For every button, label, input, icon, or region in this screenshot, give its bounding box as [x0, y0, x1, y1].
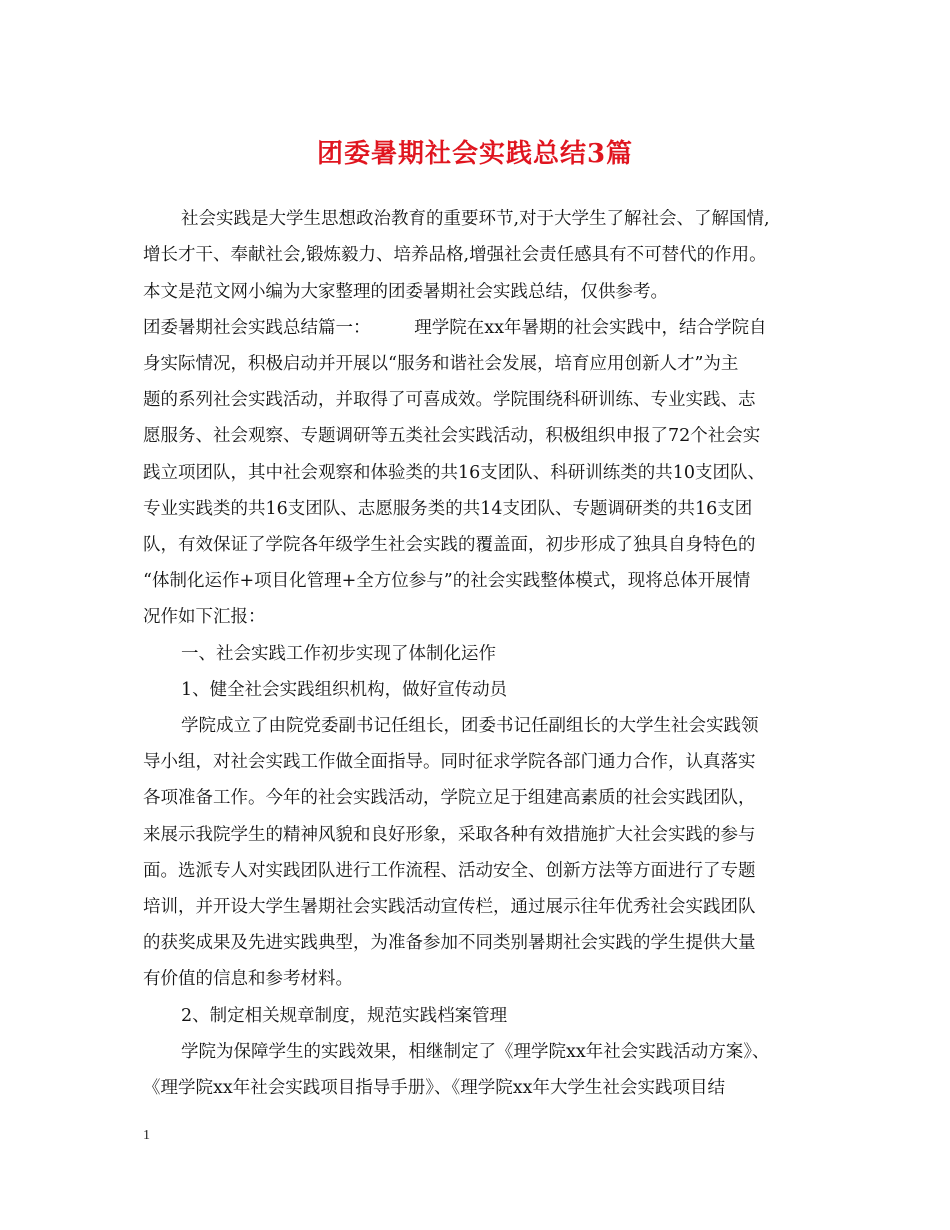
page-number: 1 [143, 1128, 150, 1143]
paragraph-line: 《理学院xx年社会实践项目指导手册》、《理学院xx年大学生社会实践项目结 [143, 1078, 725, 1098]
subheading-line: 1、健全社会实践组织机构，做好宣传动员 [181, 680, 508, 700]
paragraph-line: 社会实践是大学生思想政治教育的重要环节,对于大学生了解社会、了解国情, [181, 209, 770, 229]
paragraph-line: 身实际情况，积极启动并开展以“服务和谐社会发展，培育应用创新人才”为主 [143, 354, 739, 374]
paragraph-line: 各项准备工作。今年的社会实践活动，学院立足于组建高素质的社会实践团队， [143, 788, 756, 808]
paragraph-line: 本文是范文网小编为大家整理的团委暑期社会实践总结，仅供参考。 [143, 282, 668, 302]
paragraph-line: 的获奖成果及先进实践典型，为准备参加不同类别暑期社会实践的学生提供大量 [143, 933, 756, 953]
paragraph-line: 队，有效保证了学院各年级学生社会实践的覆盖面，初步形成了独具自身特色的 [143, 535, 756, 555]
paragraph-line: 学院成立了由院党委副书记任组长，团委书记任副组长的大学生社会实践领 [181, 716, 759, 736]
paragraph-line: 愿服务、社会观察、专题调研等五类社会实践活动，积极组织申报了72个社会实 [143, 426, 761, 446]
paragraph-line: 面。选派专人对实践团队进行工作流程、活动安全、创新方法等方面进行了专题 [143, 861, 756, 881]
document-title: 团委暑期社会实践总结3篇 [316, 139, 634, 169]
paragraph-line: 来展示我院学生的精神风貌和良好形象，采取各种有效措施扩大社会实践的参与 [143, 825, 756, 845]
paragraph-line: 增长才干、奉献社会,锻炼毅力、培养品格,增强社会责任感具有不可替代的作用。 [143, 245, 767, 265]
paragraph-line: 导小组，对社会实践工作做全面指导。同时征求学院各部门通力合作，认真落实 [143, 752, 756, 772]
paragraph-line: 学院为保障学生的实践效果，相继制定了《理学院xx年社会实践活动方案》、 [181, 1042, 770, 1062]
paragraph-line: 践立项团队，其中社会观察和体验类的共16支团队、科研训练类的共10支团队、 [143, 463, 766, 483]
subheading-line: 一、社会实践工作初步实现了体制化运作 [181, 644, 496, 664]
paragraph-line: 专业实践类的共16支团队、志愿服务类的共14支团队、专题调研类的共16支团 [143, 499, 753, 519]
paragraph-line: 题的系列社会实践活动，并取得了可喜成效。学院围绕科研训练、专业实践、志 [143, 390, 756, 410]
paragraph-line: “体制化运作+项目化管理+全方位参与”的社会实践整体模式，现将总体开展情 [143, 571, 751, 591]
paragraph-line: 有价值的信息和参考材料。 [143, 969, 353, 989]
paragraph-line: 况作如下汇报： [143, 607, 266, 627]
paragraph-line: 培训，并开设大学生暑期社会实践活动宣传栏，通过展示往年优秀社会实践团队 [143, 897, 756, 917]
section-heading-line: 团委暑期社会实践总结篇一： 理学院在xx年暑期的社会实践中，结合学院自 [143, 318, 767, 338]
subheading-line: 2、制定相关规章制度，规范实践档案管理 [181, 1006, 508, 1026]
